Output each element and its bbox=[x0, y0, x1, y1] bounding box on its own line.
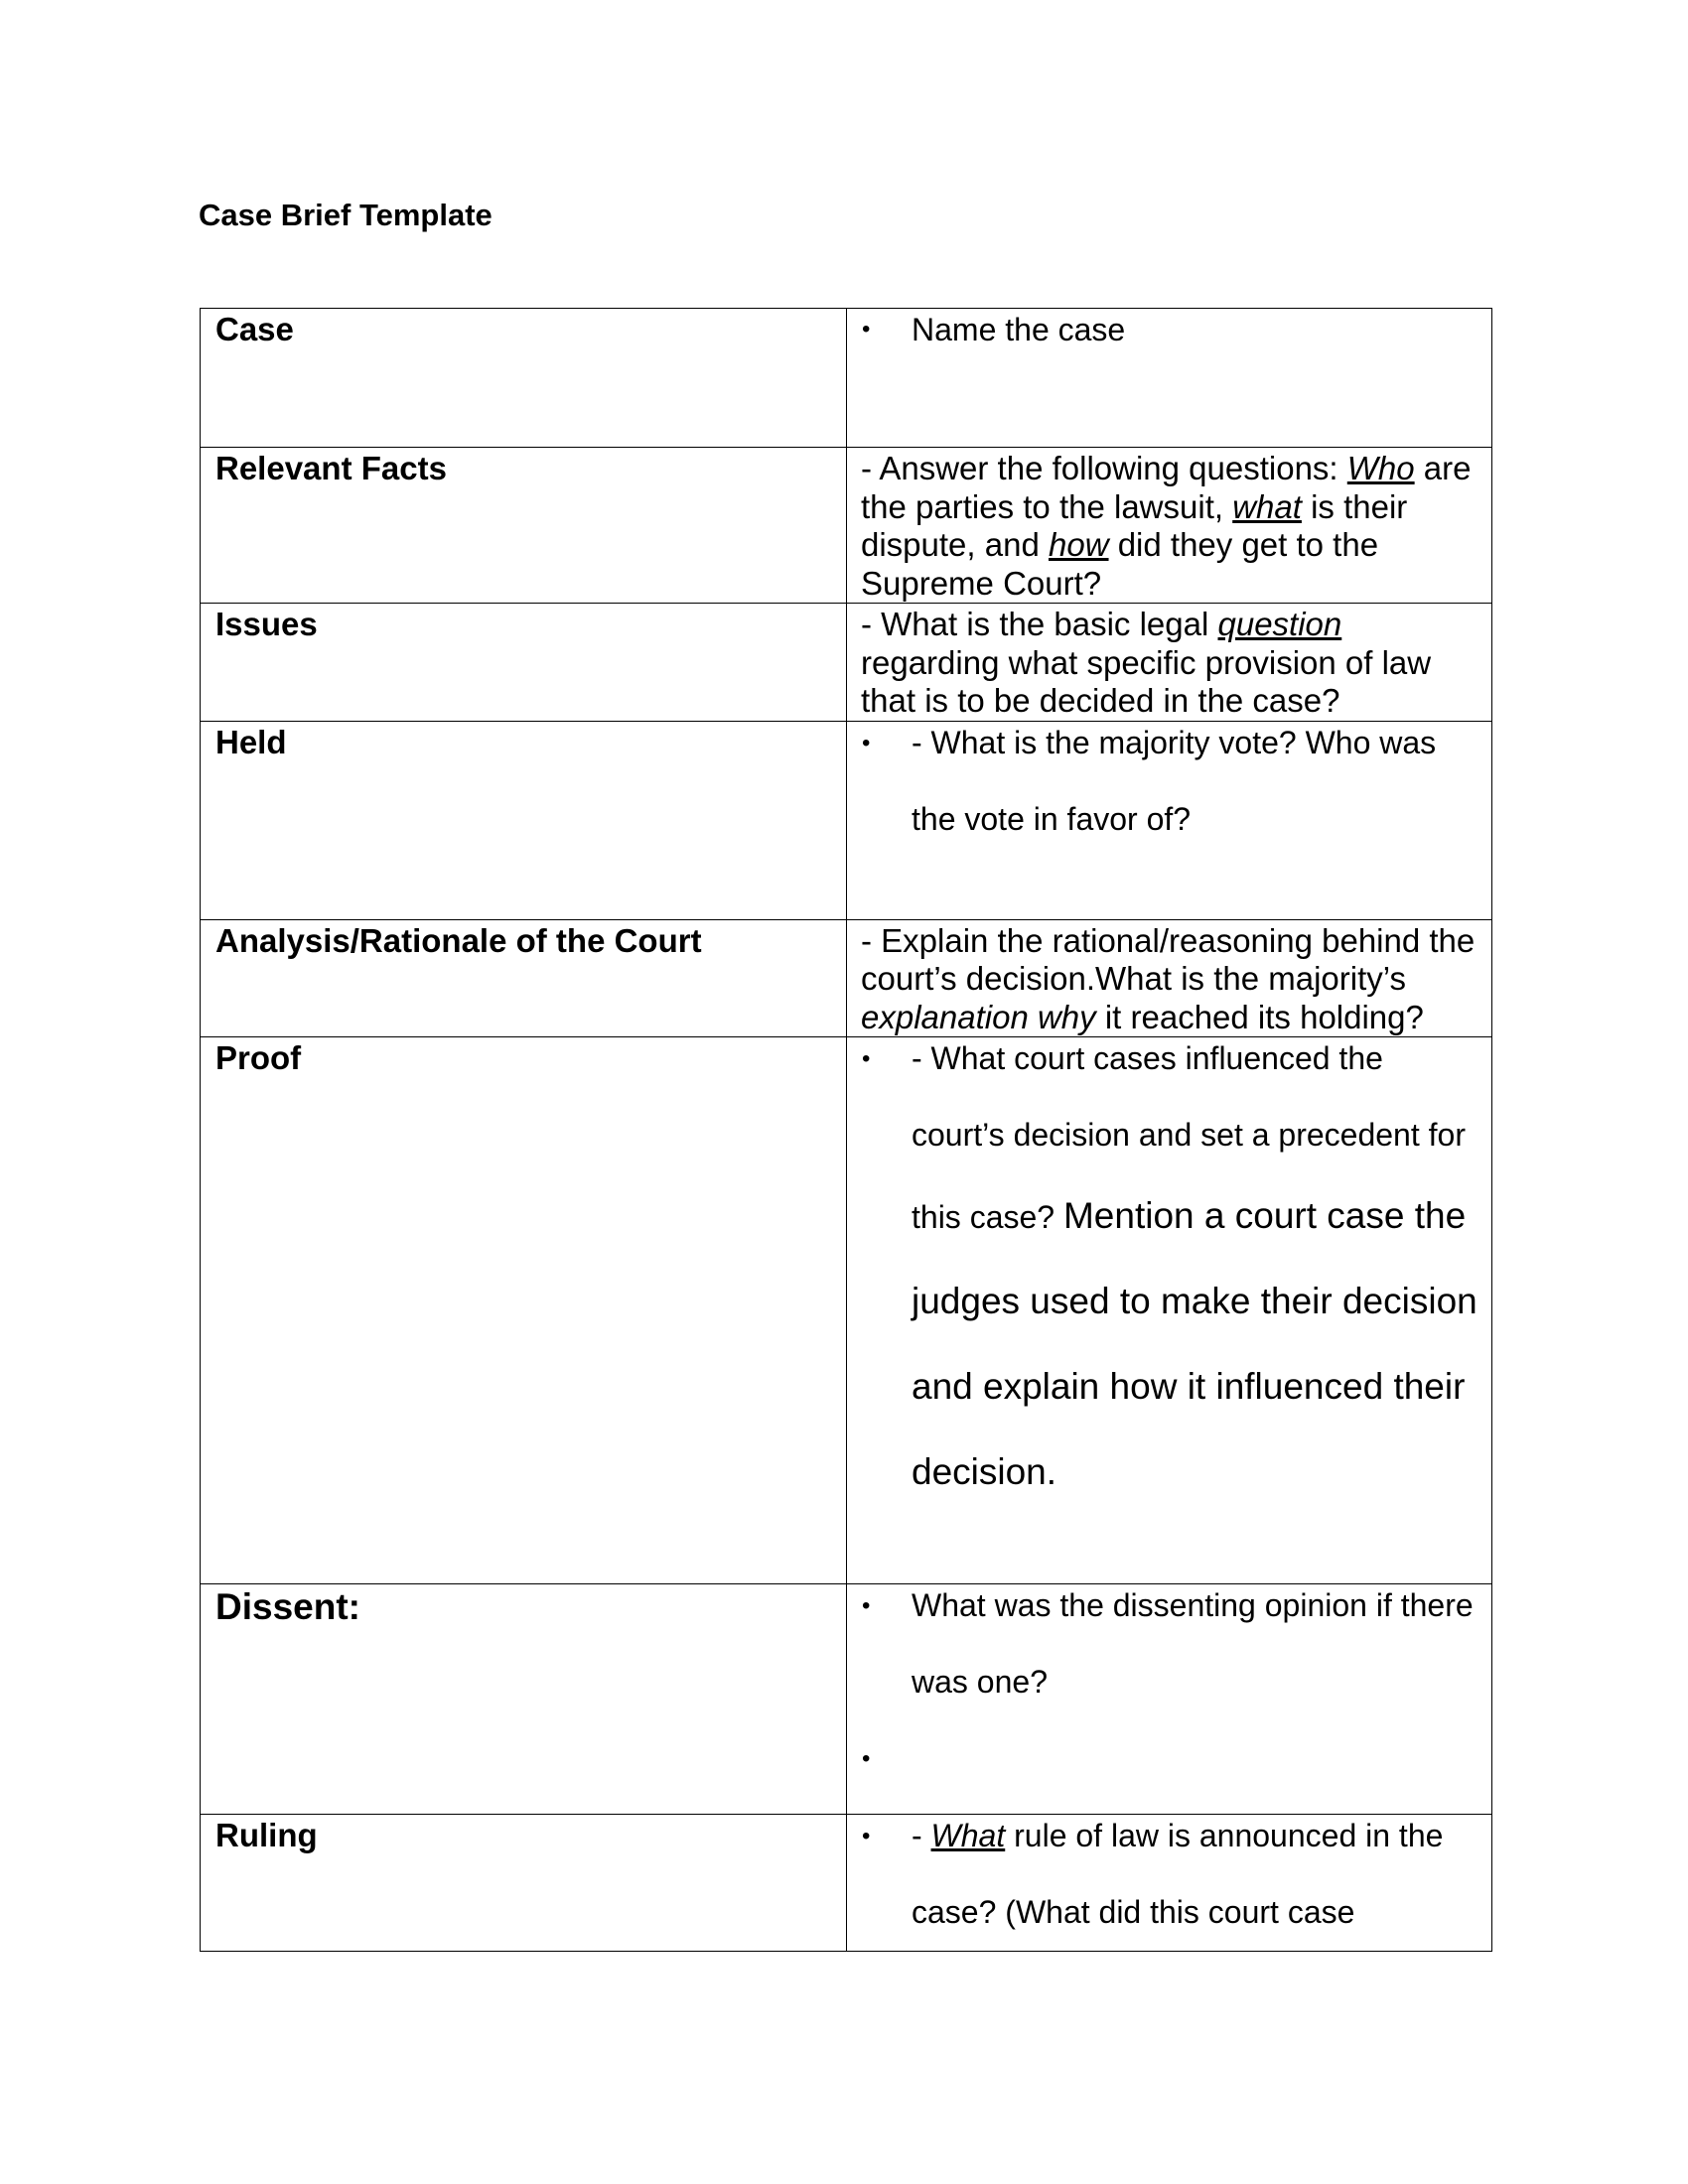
label-cell-case bbox=[201, 309, 847, 448]
ruling-text-1: - bbox=[912, 1818, 931, 1853]
proof-text-2: Mention a court case the judges used to make their decision and explain how it influenced their decision. bbox=[912, 1195, 1477, 1492]
row-label-analysis: Analysis/Rationale of the Court bbox=[215, 921, 702, 959]
proof-text-1: - What court cases influenced the court’s decision and set a precedent for this case? bbox=[912, 1040, 1466, 1235]
issues-text-1: - What is the basic legal bbox=[861, 606, 1218, 642]
case-instruction: Name the case bbox=[912, 312, 1126, 347]
desc-cell-ruling bbox=[847, 1815, 1492, 1952]
table-row-case bbox=[201, 309, 1492, 448]
bullet-icon: • bbox=[862, 1745, 871, 1772]
row-label-dissent: Dissent: bbox=[215, 1586, 360, 1627]
row-label-held: Held bbox=[215, 723, 287, 760]
list-item bbox=[847, 311, 1479, 348]
issues-emphasis-question: question bbox=[1217, 606, 1342, 642]
label-cell-facts bbox=[201, 448, 847, 604]
bullet-list-ruling bbox=[847, 1815, 1491, 1951]
facts-instruction bbox=[847, 448, 1491, 603]
analysis-instruction bbox=[847, 920, 1491, 1037]
bullet-list-case bbox=[847, 309, 1491, 348]
desc-cell-held bbox=[847, 721, 1492, 919]
issues-text-2: regarding what specific provision of law that is to be decided in the case? bbox=[861, 643, 1432, 719]
table-row-held bbox=[201, 721, 1492, 919]
issues-instruction bbox=[847, 604, 1491, 721]
facts-text-1: - Answer the following questions: bbox=[861, 450, 1347, 486]
row-label-ruling: Ruling bbox=[215, 1817, 318, 1853]
held-instruction: - What is the majority vote? Who was the vote in favor of? bbox=[912, 724, 1437, 837]
list-item bbox=[847, 721, 1479, 858]
label-cell-proof bbox=[201, 1037, 847, 1584]
table-row-issues bbox=[201, 604, 1492, 722]
analysis-text-1: - Explain the rational/reasoning behind the court’s decision.What is the majority’s bbox=[861, 921, 1476, 997]
dissent-instruction: What was the dissenting opinion if there was one? bbox=[912, 1587, 1474, 1700]
bullet-icon: • bbox=[862, 1045, 871, 1072]
label-cell-dissent bbox=[201, 1584, 847, 1815]
desc-cell-facts bbox=[847, 448, 1492, 604]
page-title: Case Brief Template bbox=[199, 198, 492, 232]
bullet-list-held bbox=[847, 722, 1491, 858]
bullet-icon: • bbox=[862, 1823, 871, 1849]
table-row-ruling bbox=[201, 1815, 1492, 1952]
bullet-list-proof bbox=[847, 1037, 1491, 1515]
bullet-icon: • bbox=[862, 729, 871, 756]
row-label-facts: Relevant Facts bbox=[215, 450, 447, 486]
table-row-proof bbox=[201, 1037, 1492, 1584]
facts-emphasis-what: what bbox=[1232, 487, 1302, 525]
list-item bbox=[847, 1584, 1479, 1721]
facts-text-4: did they get to the Supreme Court? bbox=[861, 526, 1379, 602]
table-row-analysis bbox=[201, 919, 1492, 1037]
case-brief-table bbox=[200, 308, 1492, 1952]
label-cell-analysis bbox=[201, 919, 847, 1037]
facts-emphasis-how: how bbox=[1048, 526, 1109, 563]
facts-text-2: are the parties to the lawsuit, bbox=[861, 450, 1472, 525]
row-label-case: Case bbox=[215, 311, 294, 347]
desc-cell-analysis bbox=[847, 919, 1492, 1037]
ruling-emphasis-what: What bbox=[930, 1818, 1006, 1853]
analysis-text-2: it reached its holding? bbox=[1095, 998, 1424, 1035]
list-item bbox=[847, 1815, 1479, 1952]
facts-emphasis-who: Who bbox=[1346, 450, 1415, 486]
label-cell-ruling bbox=[201, 1815, 847, 1952]
analysis-emphasis: explanation why bbox=[861, 998, 1096, 1035]
label-cell-issues bbox=[201, 604, 847, 722]
table-row-facts bbox=[201, 448, 1492, 604]
ruling-text-2: rule of law is announced in the case? (What did this court case bbox=[912, 1818, 1444, 1930]
desc-cell-proof bbox=[847, 1037, 1492, 1584]
desc-cell-case bbox=[847, 309, 1492, 448]
bullet-list-dissent bbox=[847, 1584, 1491, 1772]
facts-text-3: is their dispute, and bbox=[861, 487, 1408, 563]
bullet-icon: • bbox=[862, 1592, 871, 1619]
table-row-dissent bbox=[201, 1584, 1492, 1815]
row-label-proof: Proof bbox=[215, 1039, 302, 1076]
desc-cell-issues bbox=[847, 604, 1492, 722]
desc-cell-dissent bbox=[847, 1584, 1492, 1815]
label-cell-held bbox=[201, 721, 847, 919]
row-label-issues: Issues bbox=[215, 606, 318, 642]
list-item bbox=[847, 1037, 1479, 1516]
bullet-icon: • bbox=[862, 316, 871, 342]
